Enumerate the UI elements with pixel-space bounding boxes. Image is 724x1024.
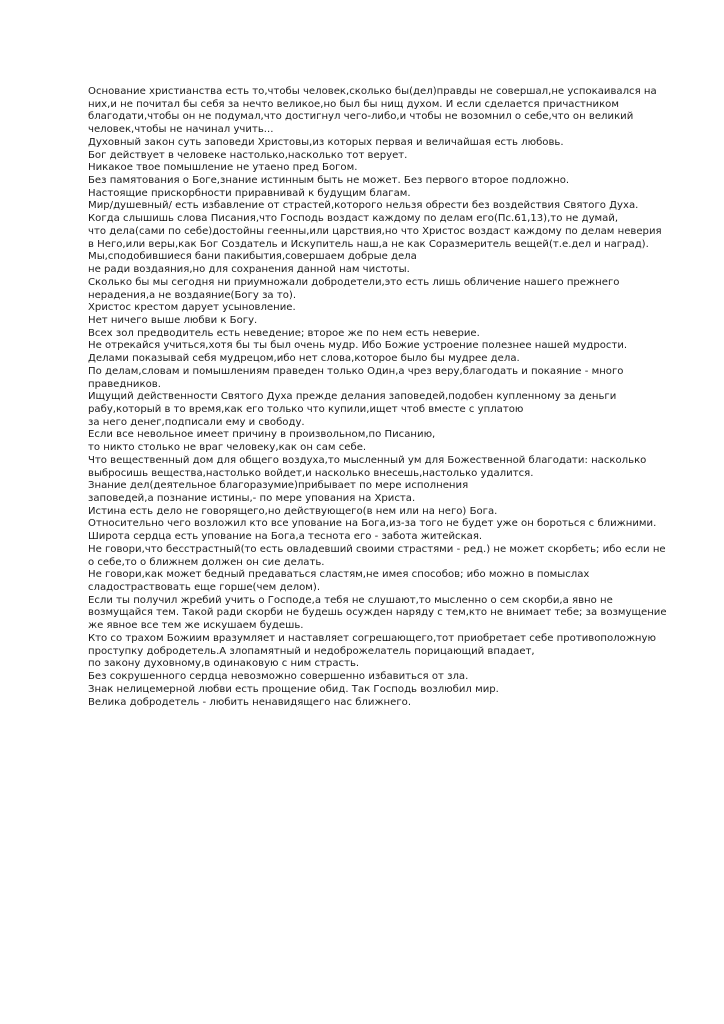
text-line: Настоящие прискорбности приравнивай к будущим благам. [88,187,411,199]
text-line: по закону духовному,в одинаковую с ним страсть. [88,658,360,670]
text-line: рабу,который в то время,как его только что купили,ищет чтоб вместе с уплатою [88,403,524,415]
text-line: нерадения,а не воздаяние(Богу за то). [88,289,297,301]
text-line: благодати,чтобы он не подумал,что достигнул чего-либо,и чтобы не возомнил о себе,что он великий [88,111,634,123]
text-line: Бог действует в человеке настолько,насколько тот верует. [88,149,408,161]
text-line: Широта сердца есть упование на Бога,а теснота его - забота житейская. [88,531,483,543]
text-line: Знак нелицемерной любви есть прощение обид. Так Господь возлюбил мир. [88,683,499,695]
text-line: Велика добродетель - любить ненавидящего нас ближнего. [88,696,412,708]
text-line: Что вещественный дом для общего воздуха,то мысленный ум для Божественной благодати: насколько [88,454,647,466]
text-line: возмущайся тем. Такой ради скорби не будешь осужден наряду с тем,кто не внимает тебе; за возмущение [88,607,667,619]
text-line: о себе,то о ближнем должен он сие делать. [88,556,325,568]
text-line: то никто столько не враг человеку,как он сам себе. [88,442,367,454]
text-line: Основание христианства есть то,чтобы человек,сколько бы(дел)правды не совершал,не успокаивался на [88,86,657,97]
text-line: же явное все тем же искушаем будешь. [88,620,304,632]
text-line: не ради воздаяния,но для сохранения данной нам чистоты. [88,264,410,276]
text-line: Если все невольное имеет причину в произвольном,по Писанию, [88,429,436,441]
text-line: Не говори,как может бедный предаваться сластям,не имея способов; ибо можно в помыслах [88,569,590,581]
text-line: Нет ничего выше любви к Богу. [88,314,258,326]
text-line: Мир/душевный/ есть избавление от страстей,которого нельзя обрести без воздействия Святого Духа. [88,200,639,212]
text-line: человек,чтобы не начинал учить... [88,124,274,136]
text-line: Относительно чего возложил кто все упование на Бога,из-за того не будет уже он бороться с ближними. [88,518,657,530]
text-line: Никакое твое помышление не утаено пред Богом. [88,162,358,174]
text-line: за него денег,подписали ему и свободу. [88,416,305,428]
text-line: Когда слышишь слова Писания,что Господь воздаст каждому по делам его(Пс.61,13),то не думай, [88,213,619,225]
text-line: сладостраствовать еще горше(чем делом). [88,582,321,594]
text-line: Делами показывай себя мудрецом,ибо нет слова,которое было бы мудрее дела. [88,353,520,365]
text-line: Не отрекайся учиться,хотя бы ты был очень мудр. Ибо Божие устроение полезнее нашей мудрости. [88,340,628,352]
text-line: Истина есть дело не говорящего,но действующего(в нем или на него) Бога. [88,505,498,517]
text-line: Мы,сподобившиеся бани пакибытия,совершаем добрые дела [88,251,417,263]
text-line: Ищущий действенности Святого Духа прежде делания заповедей,подобен купленному за деньги [88,391,617,403]
text-line: праведников. [88,378,161,390]
text-line: Без сокрушенного сердца невозможно совершенно избавиться от зла. [88,671,469,683]
text-line: Без памятования о Боге,знание истинным быть не может. Без первого второе подложно. [88,175,570,187]
text-line: Сколько бы мы сегодня ни приумножали добродетели,это есть лишь обличение нашего прежнего [88,276,620,288]
text-line: Всех зол предводитель есть неведение; второе же по нем есть неверие. [88,327,480,339]
text-line: Духовный закон суть заповеди Христовы,из которых первая и величайшая есть любовь. [88,136,564,148]
text-line: них,и не почитал бы себя за нечто великое,но был бы нищ духом. И если сделается причастником [88,98,619,110]
text-line: Христос крестом дарует усыновление. [88,302,296,314]
text-line: Не говори,что бесстрастный(то есть овладевший своими страстями - ред.) не может скорбеть; ибо если не [88,543,666,555]
text-line: заповедей,а познание истины,- по мере упования на Христа. [88,493,416,504]
text-line: По делам,словам и помышлениям праведен только Один,а чрез веру,благодать и покаяние - много [88,365,624,377]
text-line: Если ты получил жребий учить о Господе,а тебя не слушают,то мысленно о сем скорби,а явно не [88,594,613,606]
document-page [88,86,688,709]
text-line: проступку добродетель.А злопамятный и недоброжелатель порицающий впадает, [88,645,535,657]
text-line: что дела(сами по себе)достойны геенны,или царствия,но что Христос воздаст каждому по делам неверия [88,225,662,237]
text-line: Кто со трахом Божиим вразумляет и наставляет согрешающего,тот приобретает себе противоположную [88,632,656,644]
text-line: Знание дел(деятельное благоразумие)прибывает по мере исполнения [88,480,469,492]
text-line: выбросишь вещества,настолько войдет,и насколько внесешь,настолько удалится. [88,467,534,479]
text-line: в Него,или веры,как Бог Создатель и Искупитель наш,а не как Соразмеритель вещей(т.е.дел и наград). [88,238,649,250]
